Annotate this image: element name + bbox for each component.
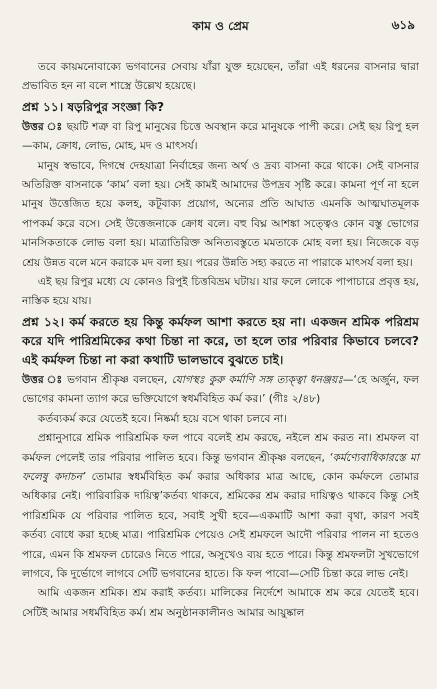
answer-11-paragraph-3: এই ছয় রিপুর মধ্যে যে কোনও রিপুই চিত্তবিভ্রম ঘটায়। যার ফলে লোকে পাপাচারে প্রবৃত্ত হয়, নাস্তিক হয়ে যায়।	[22, 276, 419, 308]
answer-12-text-3b: তোমার স্বধর্মবিহিত কর্ম করার অধিকার মাত্র আছে, কোন কর্মফলে তোমার অধিকার নেই। পারিবারিক দায়িত্ব’কর্তব্য থাকবে, শ্রমিকের শ্রম করার দায়িত্বও থাকবে কিন্তু সেই পারিশ্রমিক যে পরিবার পালিত হবে, সবাই সুখী হবে—একমাটি আশা করা বৃথা, কারণ সবই কর্তব্য বোধে করা হচ্ছে মাত্র। পারিশ্রমিক পেয়েও সেই শ্রমফলে আদৌ পরিবার পালন না হতেও পারে, এমন কি শ্রমফল চোরেও নিতে পারে, অসুখেও ব্যয় হতে পারে। কিন্তু শ্রমফলটা সুখভোগে লাগবে, কি দুর্ভোগে লাগবে সেটি ভগবানের হাতে। কি ফল পাবো—সেটি চিন্তা করে লাভ নেই।	[22, 470, 419, 580]
answer-12-label: উত্তর ঃ	[22, 373, 63, 386]
answer-11-paragraph-1	[22, 118, 419, 157]
answer-12-lead: ভগবান শ্রীকৃষ্ণ বলছেন,	[67, 373, 168, 386]
answer-12-rest-1: —‘হে অর্জুন, ফল ভোগের কামনা ত্যাগ করে ভক্তিযোগে স্বধর্মবিহিত কর্ম কর।’ (গীঃ ২/৪৮)	[22, 373, 419, 406]
answer-11-label: উত্তর ঃ	[22, 120, 63, 133]
answer-11-text-1: ছয়টি শত্রু বা রিপু মানুষের চিত্তে অবস্থান করে মানুষকে পাপী করে। সেই ছয় রিপু হল—কাম, ক্রোধ, লোভ, মোহ, মদ ও মাৎসর্য।	[22, 120, 419, 153]
running-title: কাম ও প্রেম	[192, 19, 249, 33]
running-header	[22, 10, 419, 34]
intro-paragraph: তবে কায়মনোবাক্যে ভগবানের সেবায় যাঁরা যুক্ত হয়েছেন, তাঁরা এই ধরনের বাসনার দ্বারা প্রভাবিত হন না বলে শাস্ত্রে উল্লেখ হয়েছে।	[22, 61, 419, 93]
question-11-text: ষড়রিপুর সংজ্ঞা কি?	[67, 99, 165, 114]
page-number: ৬১৯	[391, 18, 415, 32]
answer-12-text-3a: প্রশ্নানুসারে শ্রমিক পারিশ্রমিক ফল পাবে বলেই শ্রম করছে, নইলে শ্রম করত না। শ্রমফল বা কর্মফল পেলেই তার পরিবার পালিত হবে। কিন্তু ভগবান শ্রীকৃষ্ণ বলছেন,	[22, 432, 419, 464]
question-12-text: কর্ম করতে হয় কিন্তু কর্মফল আশা করতে হয় না। একজন শ্রমিক পরিশ্রম করে যদি পারিশ্রমিকের কথা চিন্তা না করে, তা হলে তার পরিবার কিভাবে চলবে? এই কর্মফল চিন্তা না করা কথাটি ভালভাবে বুঝতে চাই।	[22, 314, 420, 367]
answer-12-paragraph-3	[22, 429, 419, 584]
answer-11-paragraph-2: মানুষ স্বভাবে, দিগম্বে দেহযাত্রা নির্বাহের জন্য অর্থ ও দ্রব্য বাসনা করে থাকে। সেই বাসনার অতিরিক্ত বাসনাকে ‘কাম’ বলা হয়। সেই কামই আমাদের উপদ্রব সৃষ্টি করে। কামনা পূর্ণ না হলে মানুষ উত্তেজিত হয়ে কলহ, কটূবাক্য প্রয়োগ, অন্যের প্রতি আঘাত এমনকি আত্মঘাতমূলক পাপকর্ম করে বসে। সেই উত্তেজনাকে ক্রোধ বলে। বহু বিঘ্ন আশঙ্কা সত্ত্বেও কোন বস্তু ভোগের মানসিকতাকে লোভ বলা হয়। মাত্রাতিরিক্ত অনিত্যবস্তুতে মমতাকে মোহ বলা হয়। নিজেকে বড় শ্রেয় উন্নত বলে মনে করাকে মদ বলা হয়। পরের উন্নতি সহ্য করতে না পারাকে মাৎসর্য বলা হয়।	[22, 159, 419, 269]
question-11-label: প্রশ্ন ১১।	[22, 99, 64, 114]
answer-12-paragraph-2: কর্তব্যকর্ম করে যেতেই হবে। নিষ্কর্মা হয়ে বসে থাকা চলবে না।	[37, 412, 287, 425]
question-11	[22, 98, 419, 117]
question-12	[22, 313, 419, 370]
gita-quote-2: ‘কর্মণ্যেবাধিকারস্তে মা ফলেষু কদাচন’	[22, 451, 419, 483]
question-12-label: প্রশ্ন ১২।	[22, 314, 65, 329]
page-content	[22, 58, 419, 623]
answer-12-paragraph-4: আমি একজন শ্রমিক। শ্রম করাই কর্তব্য। মালিকের নির্দেশে আমাকে শ্রম করে যেতেই হবে। সেটিই আমার সধর্মবিহিত কর্ম। শ্রম অনুষ্ঠানকালীনও আমার আয়ুষ্কাল	[22, 587, 419, 619]
answer-12-paragraph-1	[22, 371, 419, 410]
gita-quote-1: যোগস্থঃ কুরু কর্মাণি সঙ্গ ত্যক্ত্বা ধনঞ্জয়ঃ	[171, 373, 343, 386]
